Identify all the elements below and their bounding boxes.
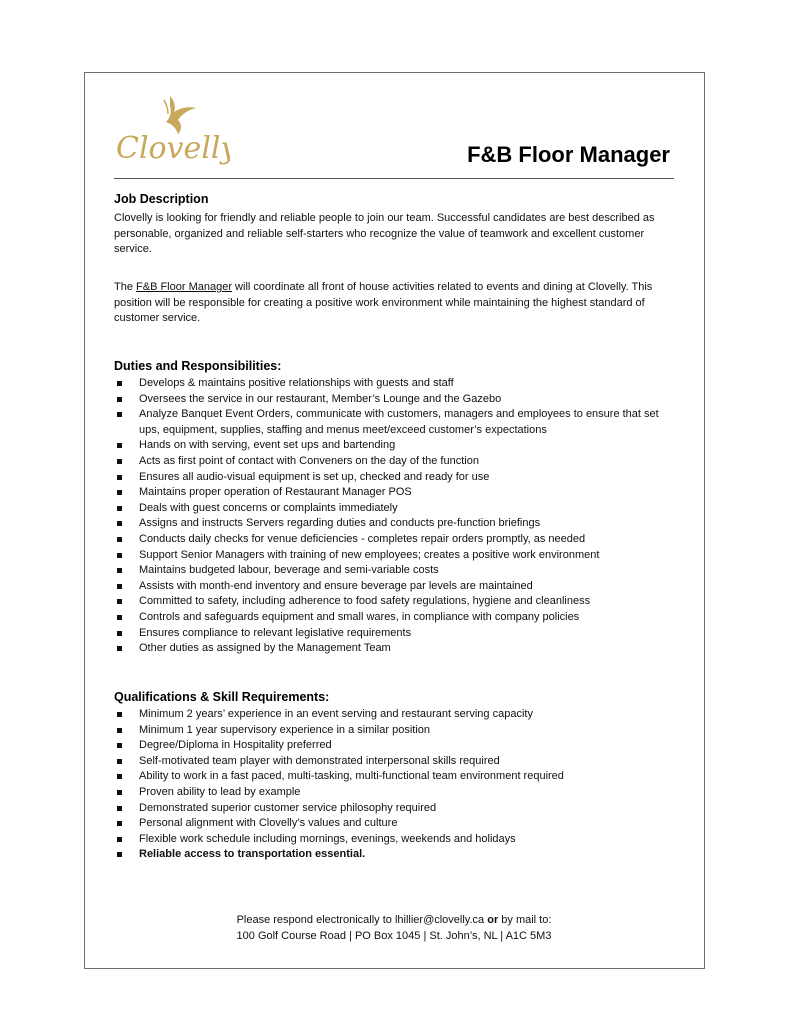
footer-address: 100 Golf Course Road | PO Box 1045 | St. John’s, NL | A1C 5M3 xyxy=(236,930,552,942)
list-item-text: Degree/Diploma in Hospitality preferred xyxy=(139,739,332,752)
para2-suffix: will coordinate all front of house activities related to events and dining at Clovelly. This position will be responsible for creating a positive work environment while maintaining the highest standard of customer service. xyxy=(114,281,653,325)
list-item-text: Minimum 1 year supervisory experience in a similar position xyxy=(139,723,431,736)
list-item-text: Ability to work in a fast paced, multi-tasking, multi-functional team environment required xyxy=(139,770,564,783)
bullet-icon xyxy=(117,631,122,636)
qualifications-heading: Qualifications & Skill Requirements: xyxy=(114,690,330,704)
list-item-text: Self-motivated team player with demonstrated interpersonal skills required xyxy=(139,754,500,767)
list-item-text: Other duties as assigned by the Management Team xyxy=(139,642,391,655)
job-description-heading: Job Description xyxy=(114,192,209,206)
list-item-text: Demonstrated superior customer service philosophy required xyxy=(139,801,437,814)
list-item-text: Reliable access to transportation essential. xyxy=(139,848,366,861)
list-item xyxy=(114,610,674,626)
bullet-icon xyxy=(117,490,122,495)
list-item xyxy=(114,626,674,642)
job-description-paragraph-1: Clovelly is looking for friendly and reliable people to join our team. Successful candidates are best described as personable, organized and reliable self-starters who recognize the value of teamwork and excellent customer service. xyxy=(114,212,655,256)
contact-footer xyxy=(114,912,674,944)
logo-text: Clovelly xyxy=(116,131,230,166)
list-item-text: Ensures all audio-visual equipment is set up, checked and ready for use xyxy=(139,470,490,483)
list-item xyxy=(114,485,674,501)
list-item xyxy=(114,594,674,610)
list-item xyxy=(114,438,674,454)
bullet-icon xyxy=(117,506,122,511)
title-divider xyxy=(114,178,674,179)
bullet-icon xyxy=(117,553,122,558)
bullet-icon xyxy=(117,759,122,764)
footer-email-text: Please respond electronically to lhillier@clovelly.ca xyxy=(236,914,488,926)
list-item xyxy=(114,470,674,486)
list-item-text: Acts as first point of contact with Conveners on the day of the function xyxy=(139,454,479,467)
bullet-icon xyxy=(117,521,122,526)
list-item xyxy=(114,816,674,832)
bullet-icon xyxy=(117,537,122,542)
bullet-icon xyxy=(117,443,122,448)
list-item xyxy=(114,407,674,438)
list-item xyxy=(114,754,674,770)
list-item xyxy=(114,785,674,801)
list-item-text: Oversees the service in our restaurant, Member’s Lounge and the Gazebo xyxy=(139,392,502,405)
clovelly-logo xyxy=(112,90,230,170)
bullet-icon xyxy=(117,837,122,842)
list-item xyxy=(114,723,674,739)
footer-or: or xyxy=(487,914,499,926)
bullet-icon xyxy=(117,743,122,748)
bullet-icon xyxy=(117,728,122,733)
list-item xyxy=(114,563,674,579)
bullet-icon xyxy=(117,475,122,480)
list-item xyxy=(114,738,674,754)
bullet-icon xyxy=(117,821,122,826)
list-item-text: Flexible work schedule including mornings, evenings, weekends and holidays xyxy=(139,832,516,845)
list-item-text: Analyze Banquet Event Orders, communicate with customers, managers and employees to ensure that set ups, equipment, supplies, staffing and menus meet/exceed customer’s expectations xyxy=(139,408,659,436)
para2-prefix: The xyxy=(114,281,137,293)
list-item-text: Committed to safety, including adherence to food safety regulations, hygiene and cleanliness xyxy=(139,595,591,608)
list-item xyxy=(114,707,674,723)
list-item xyxy=(114,454,674,470)
list-item-text: Assigns and instructs Servers regarding duties and conducts pre-function briefings xyxy=(139,517,541,530)
list-item xyxy=(114,516,674,532)
duties-list xyxy=(114,376,674,657)
position-title-link: F&B Floor Manager xyxy=(136,281,232,293)
bullet-icon xyxy=(117,806,122,811)
list-item-text: Proven ability to lead by example xyxy=(139,785,301,798)
bullet-icon xyxy=(117,459,122,464)
bullet-icon xyxy=(117,568,122,573)
list-item xyxy=(114,641,674,657)
bullet-icon xyxy=(117,852,122,857)
list-item xyxy=(114,579,674,595)
list-item-text: Personal alignment with Clovelly’s values and culture xyxy=(139,817,398,830)
list-item-text: Controls and safeguards equipment and small wares, in compliance with company policies xyxy=(139,610,580,623)
bullet-icon xyxy=(117,381,122,386)
list-item xyxy=(114,392,674,408)
bird-icon xyxy=(166,96,196,134)
bullet-icon xyxy=(117,412,122,417)
bullet-icon xyxy=(117,774,122,779)
bullet-icon xyxy=(117,584,122,589)
list-item-text: Ensures compliance to relevant legislative requirements xyxy=(139,626,412,639)
job-description-paragraph-2 xyxy=(114,280,674,327)
bullet-icon xyxy=(117,712,122,717)
list-item xyxy=(114,801,674,817)
list-item xyxy=(114,769,674,785)
list-item-text: Minimum 2 years’ experience in an event serving and restaurant serving capacity xyxy=(139,708,533,720)
footer-line-1 xyxy=(114,912,674,928)
list-item xyxy=(114,832,674,848)
footer-mail-text: by mail to: xyxy=(498,914,552,926)
qualifications-list xyxy=(114,707,674,863)
duties-heading: Duties and Responsibilities: xyxy=(114,359,282,373)
list-item xyxy=(114,376,674,392)
list-item-text: Hands on with serving, event set ups and bartending xyxy=(139,439,396,452)
list-item-text: Support Senior Managers with training of new employees; creates a positive work environment xyxy=(139,548,600,561)
page-title: F&B Floor Manager xyxy=(467,142,670,167)
list-item-text: Develops & maintains positive relationships with guests and staff xyxy=(139,377,454,389)
list-item-text: Maintains proper operation of Restaurant Manager POS xyxy=(139,486,412,499)
bullet-icon xyxy=(117,599,122,604)
list-item xyxy=(114,501,674,517)
bullet-icon xyxy=(117,397,122,402)
list-item-text: Maintains budgeted labour, beverage and semi-variable costs xyxy=(139,564,439,577)
list-item xyxy=(114,532,674,548)
list-item-text: Deals with guest concerns or complaints immediately xyxy=(139,501,398,514)
list-item-text: Conducts daily checks for venue deficiencies - completes repair orders promptly, as needed xyxy=(139,532,586,545)
list-item xyxy=(114,847,674,863)
bullet-icon xyxy=(117,790,122,795)
bullet-icon xyxy=(117,646,122,651)
list-item xyxy=(114,548,674,564)
bullet-icon xyxy=(117,615,122,620)
list-item-text: Assists with month-end inventory and ensure beverage par levels are maintained xyxy=(139,579,533,592)
